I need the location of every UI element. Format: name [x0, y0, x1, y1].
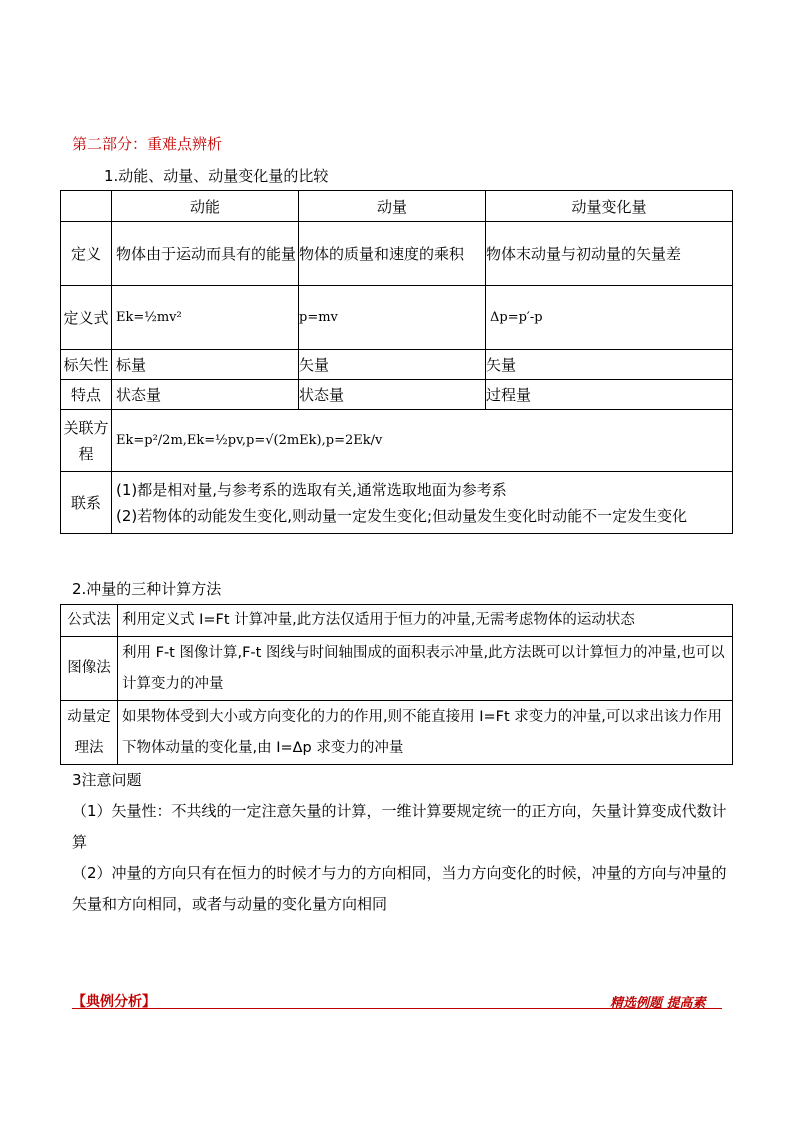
- table-row: [61, 350, 733, 380]
- cell-formula-change: Δp=p′-p: [486, 286, 733, 350]
- footer-tagline: 精选例题 提高素: [610, 996, 706, 1011]
- row-label-scalar-vector: 标矢性: [61, 350, 112, 380]
- note-item-1: （1）矢量性：不共线的一定注意矢量的计算，一维计算要规定统一的正方向，矢量计算变成代数计算: [72, 802, 727, 851]
- table-row: [61, 286, 733, 350]
- table-row: [61, 472, 733, 534]
- comparison-title: 1.动能、动量、动量变化量的比较: [104, 167, 329, 185]
- row-label-definition: 定义: [61, 222, 112, 286]
- row-label-theorem-method: 动量定理法: [61, 701, 118, 765]
- cell-formula-method: 利用定义式 I=Ft 计算冲量,此方法仅适用于恒力的冲量,无需考虑物体的运动状态: [118, 605, 733, 637]
- cell-feature-momentum: 状态量: [299, 380, 486, 410]
- header-momentum-change: 动量变化量: [486, 191, 733, 222]
- row-label-feature: 特点: [61, 380, 112, 410]
- row-label-formula: 定义式: [61, 286, 112, 350]
- note-item-2: （2）冲量的方向只有在恒力的时候才与力的方向相同，当力方向变化的时候，冲量的方向与冲量的矢量和方向相同，或者与动量的变化量方向相同: [72, 864, 727, 913]
- cell-scalar-change: 矢量: [486, 350, 733, 380]
- relation-line-2: (2)若物体的动能发生变化,则动量一定发生变化;但动量发生变化时动能不一定发生变化: [116, 506, 688, 525]
- row-label-formula-method: 公式法: [61, 605, 118, 637]
- cell-relation: [112, 472, 733, 534]
- section-title: 第二部分：重难点辨析: [72, 135, 223, 153]
- cell-definition-kinetic: 物体由于运动而具有的能量: [112, 222, 299, 286]
- cell-theorem-method: 如果物体受到大小或方向变化的力的作用,则不能直接用 I=Ft 求变力的冲量,可以求出该力作用下物体动量的变化量,由 I=Δp 求变力的冲量: [118, 701, 733, 765]
- impulse-title: 2.冲量的三种计算方法: [72, 580, 222, 598]
- notes-title: 3注意问题: [72, 771, 142, 789]
- comparison-table: [60, 190, 733, 534]
- cell-formula-kinetic: [112, 286, 299, 350]
- cell-feature-change: 过程量: [486, 380, 733, 410]
- cell-related-equations: Ek=p²/2m,Ek=½pv,p=√(2mEk),p=2Ek/v: [112, 410, 733, 472]
- cell-definition-momentum: 物体的质量和速度的乘积: [299, 222, 486, 286]
- cell-formula-momentum: p=mv: [299, 286, 486, 350]
- footer-section-label: 【典例分析】: [72, 994, 156, 1010]
- row-label-related-equations: 关联方程: [61, 410, 112, 472]
- cell-definition-change: 物体末动量与初动量的矢量差: [486, 222, 733, 286]
- row-label-graph-method: 图像法: [61, 637, 118, 701]
- table-row: [61, 410, 733, 472]
- table-row: [61, 380, 733, 410]
- cell-scalar-kinetic: 标量: [112, 350, 299, 380]
- header-kinetic-energy: 动能: [112, 191, 299, 222]
- table-row: [61, 701, 733, 765]
- table-row: [61, 637, 733, 701]
- table-row: [61, 605, 733, 637]
- table-row: [61, 222, 733, 286]
- row-label-relation: 联系: [61, 472, 112, 534]
- table-header-row: [61, 191, 733, 222]
- cell-feature-kinetic: 状态量: [112, 380, 299, 410]
- header-corner: [61, 191, 112, 222]
- header-momentum: 动量: [299, 191, 486, 222]
- cell-graph-method: 利用 F-t 图像计算,F-t 图线与时间轴围成的面积表示冲量,此方法既可以计算恒力的冲量,也可以计算变力的冲量: [118, 637, 733, 701]
- cell-scalar-momentum: 矢量: [299, 350, 486, 380]
- relation-line-1: (1)都是相对量,与参考系的选取有关,通常选取地面为参考系: [116, 480, 507, 499]
- impulse-table: [60, 604, 733, 765]
- formula-kinetic-text: Ek=½mv²: [116, 309, 182, 325]
